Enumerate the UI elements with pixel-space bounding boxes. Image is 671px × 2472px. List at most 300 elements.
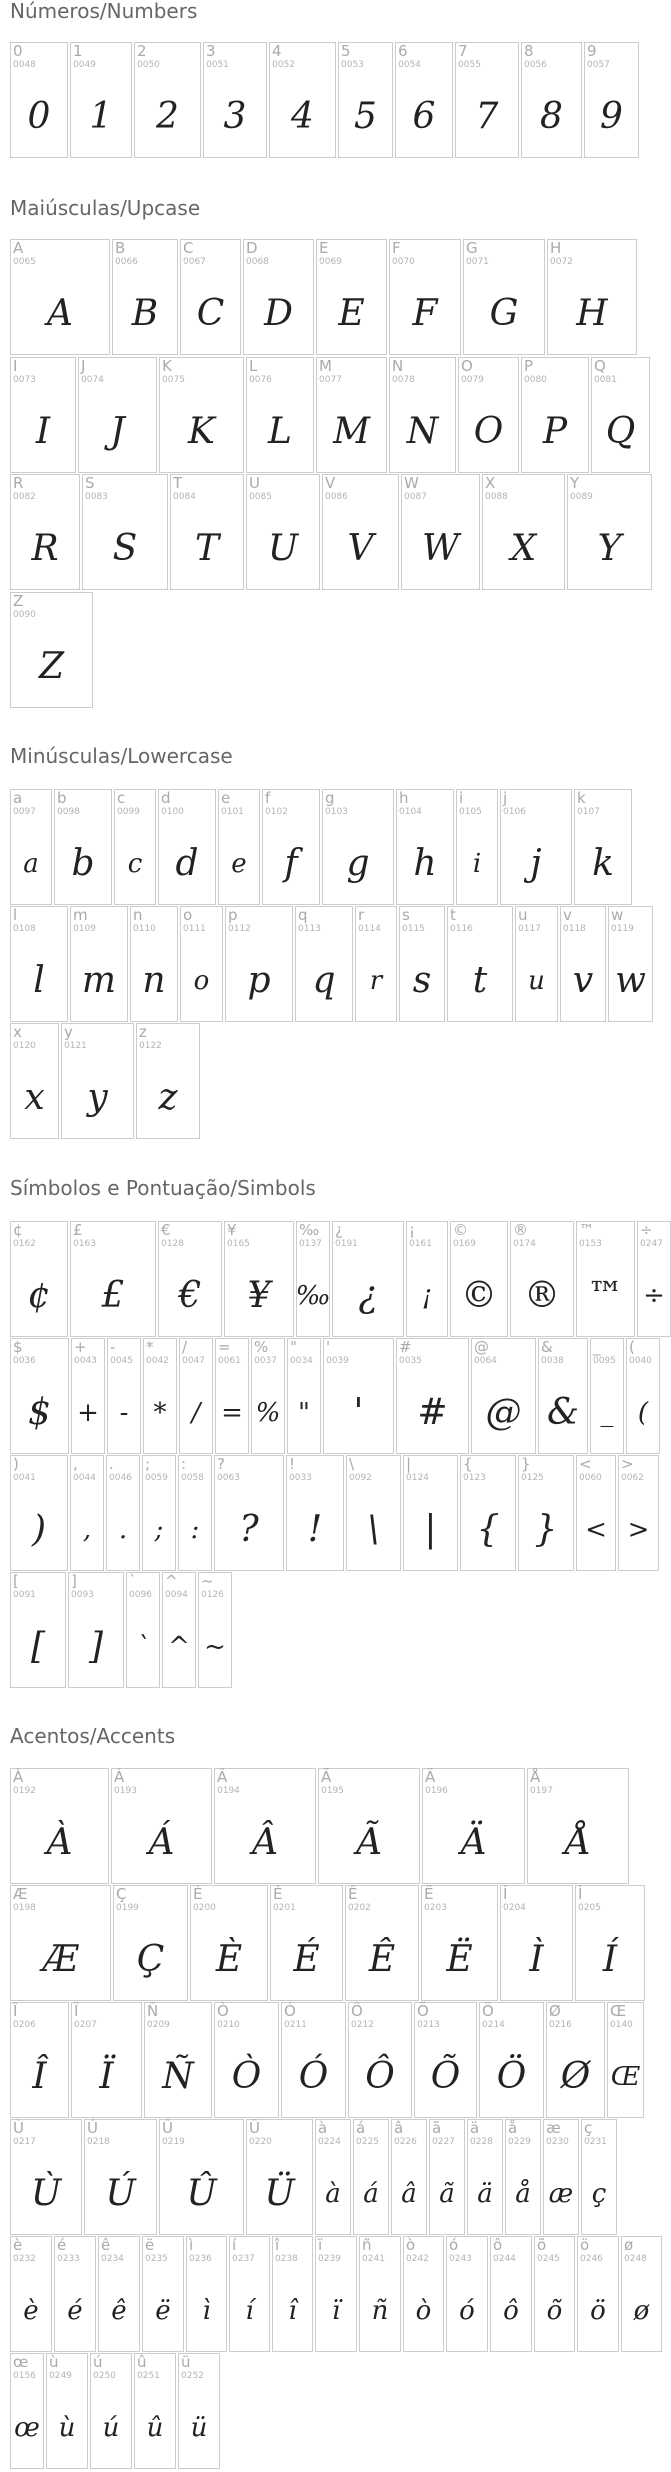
glyph-cell-0232	[10, 2236, 52, 2352]
glyph-sample: /	[191, 1398, 201, 1428]
glyph-code: 0191	[335, 1239, 358, 1249]
glyph-cell-0196	[422, 1768, 525, 1884]
glyph-sample: Ë	[446, 1939, 473, 1980]
glyph-sample: A	[47, 293, 73, 334]
glyph-cell-0038	[538, 1338, 588, 1454]
glyph-cell-0049	[70, 42, 132, 158]
glyph-cell-0205	[575, 1885, 645, 2001]
glyph-code: 0043	[74, 1356, 97, 1366]
glyph-cell-0056	[521, 42, 582, 158]
glyph-cell-0227	[429, 2119, 465, 2235]
glyph-sample: à	[325, 2179, 341, 2209]
glyph-sample: ¥	[247, 1275, 271, 1316]
glyph-cell-0041	[10, 1455, 68, 1571]
glyph-code: 0230	[546, 2137, 569, 2147]
glyph-cell-0153	[576, 1221, 635, 1337]
glyph-sample: }	[534, 1509, 558, 1550]
glyph-cell-0204	[500, 1885, 573, 2001]
glyph-label: e	[221, 789, 231, 807]
glyph-cell-0107	[574, 789, 632, 905]
glyph-label: ë	[145, 2236, 155, 2254]
glyph-label: 3	[206, 42, 216, 60]
glyph-code: 0081	[594, 375, 617, 385]
glyph-sample: *	[153, 1398, 167, 1428]
glyph-code: 0165	[227, 1239, 250, 1249]
glyph-code: 0090	[13, 610, 36, 620]
glyph-sample: R	[31, 528, 59, 569]
glyph-label: :	[181, 1455, 187, 1473]
glyph-label: *	[146, 1338, 154, 1356]
glyph-sample: ÷	[643, 1281, 665, 1311]
glyph-sample: Â	[252, 1822, 278, 1863]
glyph-code: 0204	[503, 1903, 526, 1913]
glyph-code: 0211	[284, 2020, 307, 2030]
section-title: Símbolos e Pontuação/Simbols	[10, 1176, 316, 1200]
glyph-code: 0106	[503, 807, 526, 817]
glyph-label: à	[318, 2119, 328, 2137]
glyph-sample: 2	[156, 96, 179, 137]
glyph-cell-0197	[527, 1768, 629, 1884]
glyph-cell-0069	[316, 239, 387, 355]
glyph-code: 0199	[116, 1903, 139, 1913]
glyph-code: 0202	[348, 1903, 371, 1913]
glyph-code: 0162	[13, 1239, 36, 1249]
glyph-sample: &	[546, 1392, 580, 1433]
glyph-cell-0200	[190, 1885, 268, 2001]
glyph-code: 0201	[273, 1903, 296, 1913]
glyph-label: Î	[13, 2002, 18, 2020]
glyph-sample: Y	[597, 528, 622, 569]
glyph-code: 0033	[289, 1473, 312, 1483]
glyph-label: ;	[145, 1455, 151, 1473]
glyph-sample: 4	[291, 96, 314, 137]
glyph-code: 0114	[358, 924, 381, 934]
glyph-sample: t	[472, 960, 488, 1001]
glyph-sample: <	[585, 1515, 607, 1545]
glyph-label: k	[577, 789, 586, 807]
glyph-code: 0244	[493, 2254, 516, 2264]
glyph-code: 0112	[228, 924, 251, 934]
glyph-label: }	[521, 1455, 531, 1473]
glyph-sample: æ	[548, 2179, 574, 2209]
glyph-code: 0228	[470, 2137, 493, 2147]
glyph-label: È	[193, 1885, 203, 1903]
glyph-label: ï	[318, 2236, 323, 2254]
glyph-cell-0207	[71, 2002, 142, 2118]
glyph-cell-0101	[218, 789, 260, 905]
glyph-code: 0239	[318, 2254, 341, 2264]
glyph-label: @	[474, 1338, 489, 1356]
glyph-code: 0065	[13, 257, 36, 267]
glyph-cell-0198	[10, 1885, 111, 2001]
glyph-cell-0037	[251, 1338, 285, 1454]
glyph-label: ä	[470, 2119, 480, 2137]
glyph-code: 0153	[579, 1239, 602, 1249]
glyph-label: W	[404, 474, 419, 492]
glyph-cell-0047	[179, 1338, 213, 1454]
glyph-code: 0197	[530, 1786, 553, 1796]
glyph-label: ò	[406, 2236, 416, 2254]
glyph-sample: {	[476, 1509, 500, 1550]
glyph-code: 0124	[406, 1473, 429, 1483]
glyph-cell-0219	[159, 2119, 244, 2235]
glyph-cell-0105	[456, 789, 498, 905]
glyph-sample: Á	[148, 1822, 175, 1863]
glyph-label: ¢	[13, 1221, 23, 1239]
glyph-sample: á	[363, 2179, 379, 2209]
glyph-cell-0126	[198, 1572, 232, 1688]
glyph-code: 0198	[13, 1903, 36, 1913]
glyph-label: |	[406, 1455, 412, 1473]
glyph-code: 0054	[398, 60, 421, 70]
glyph-code: 0126	[201, 1590, 224, 1600]
glyph-code: 0231	[584, 2137, 607, 2147]
glyph-sample: ö	[590, 2296, 606, 2326]
glyph-sample: "	[298, 1398, 310, 1428]
glyph-cell-0071	[463, 239, 545, 355]
glyph-code: 0109	[73, 924, 96, 934]
glyph-code: 0249	[49, 2371, 72, 2381]
glyph-sample: ©	[461, 1275, 497, 1316]
glyph-sample: ¡	[421, 1281, 433, 1311]
glyph-label: Ø	[549, 2002, 561, 2020]
glyph-label: &	[541, 1338, 553, 1356]
glyph-label: !	[289, 1455, 296, 1473]
glyph-sample: é	[67, 2296, 83, 2326]
glyph-code: 0123	[463, 1473, 486, 1483]
glyph-code: 0040	[629, 1356, 652, 1366]
glyph-label: A	[13, 239, 24, 257]
glyph-sample: Å	[565, 1822, 591, 1863]
glyph-code: 0053	[341, 60, 364, 70]
glyph-sample: y	[87, 1077, 108, 1118]
glyph-sample: Œ	[610, 2062, 641, 2092]
glyph-code: 0034	[290, 1356, 313, 1366]
glyph-label: _	[593, 1338, 601, 1356]
glyph-label: t	[450, 906, 456, 924]
glyph-cell-0124	[403, 1455, 458, 1571]
glyph-sample: Ø	[560, 2056, 591, 2097]
glyph-label: j	[503, 789, 508, 807]
glyph-code: 0095	[593, 1356, 616, 1366]
glyph-cell-0123	[460, 1455, 516, 1571]
glyph-cell-0046	[106, 1455, 140, 1571]
glyph-code: 0195	[321, 1786, 344, 1796]
glyph-code: 0117	[518, 924, 541, 934]
glyph-sample: ë	[155, 2296, 171, 2326]
glyph-cell-0092	[346, 1455, 401, 1571]
glyph-cell-0095	[590, 1338, 624, 1454]
glyph-code: 0241	[362, 2254, 385, 2264]
glyph-label: 6	[398, 42, 408, 60]
glyph-sample: Í	[602, 1939, 618, 1980]
glyph-sample: ,	[82, 1515, 92, 1545]
glyph-sample: ;	[154, 1515, 164, 1545]
glyph-cell-0096	[126, 1572, 160, 1688]
glyph-code: 0072	[550, 257, 573, 267]
glyph-cell-0044	[70, 1455, 104, 1571]
glyph-code: 0234	[101, 2254, 124, 2264]
glyph-cell-0060	[576, 1455, 616, 1571]
glyph-code: 0121	[64, 1041, 87, 1051]
glyph-code: 0218	[87, 2137, 110, 2147]
glyph-cell-0230	[543, 2119, 579, 2235]
glyph-sample: a	[23, 849, 39, 879]
glyph-cell-0251	[134, 2353, 176, 2469]
glyph-label: G	[466, 239, 478, 257]
glyph-label: i	[459, 789, 464, 807]
glyph-label: ™	[579, 1221, 594, 1239]
glyph-cell-0111	[180, 906, 223, 1022]
glyph-code: 0105	[459, 807, 482, 817]
glyph-label: E	[319, 239, 329, 257]
glyph-label: Æ	[13, 1885, 28, 1903]
glyph-code: 0125	[521, 1473, 544, 1483]
glyph-cell-0034	[287, 1338, 321, 1454]
glyph-sample: ü	[190, 2413, 208, 2443]
glyph-sample: o	[193, 966, 210, 996]
glyph-label: T	[173, 474, 183, 492]
glyph-cell-0110	[130, 906, 178, 1022]
glyph-code: 0243	[449, 2254, 472, 2264]
glyph-cell-0051	[203, 42, 267, 158]
section-title: Números/Numbers	[10, 0, 198, 23]
glyph-code: 0203	[424, 1903, 447, 1913]
glyph-code: 0220	[249, 2137, 272, 2147]
glyph-sample: G	[489, 293, 519, 334]
glyph-label: ]	[71, 1572, 77, 1590]
glyph-label: œ	[13, 2353, 29, 2371]
glyph-cell-0120	[10, 1023, 59, 1139]
glyph-sample: 0	[27, 96, 51, 137]
glyph-sample: 5	[354, 96, 377, 137]
glyph-cell-0199	[113, 1885, 188, 2001]
glyph-label: £	[73, 1221, 83, 1239]
glyph-label: Å	[530, 1768, 541, 1786]
glyph-sample: m	[81, 960, 117, 1001]
glyph-sample: (	[637, 1398, 649, 1428]
glyph-cell-0076	[246, 357, 314, 473]
glyph-sample: _	[600, 1398, 614, 1428]
glyph-code: 0044	[73, 1473, 96, 1483]
glyph-sample: Z	[38, 646, 64, 687]
glyph-label: Ù	[13, 2119, 24, 2137]
glyph-code: 0042	[146, 1356, 169, 1366]
glyph-cell-0062	[618, 1455, 659, 1571]
glyph-sample: B	[131, 293, 159, 334]
glyph-cell-0245	[534, 2236, 575, 2352]
glyph-cell-0043	[71, 1338, 105, 1454]
glyph-label: ü	[181, 2353, 191, 2371]
glyph-label: B	[115, 239, 126, 257]
glyph-sample: r	[369, 966, 383, 996]
glyph-label: ^	[165, 1572, 178, 1590]
glyph-code: 0224	[318, 2137, 341, 2147]
glyph-sample: å	[515, 2179, 531, 2209]
glyph-code: 0236	[189, 2254, 212, 2264]
glyph-label: 5	[341, 42, 351, 60]
glyph-cell-0211	[281, 2002, 346, 2118]
glyph-code: 0248	[624, 2254, 647, 2264]
glyph-cell-0082	[10, 474, 80, 590]
glyph-code: 0092	[349, 1473, 372, 1483]
glyph-sample: k	[592, 843, 614, 884]
glyph-code: 0089	[570, 492, 593, 502]
glyph-cell-0077	[316, 357, 387, 473]
glyph-sample: Ã	[356, 1822, 382, 1863]
glyph-code: 0103	[325, 807, 348, 817]
glyph-sample: g	[346, 843, 370, 884]
glyph-label: 2	[137, 42, 147, 60]
glyph-cell-0213	[414, 2002, 477, 2118]
glyph-label: Ç	[116, 1885, 127, 1903]
glyph-code: 0209	[147, 2020, 170, 2030]
glyph-label: ñ	[362, 2236, 372, 2254]
glyph-cell-0191	[332, 1221, 404, 1337]
glyph-code: 0118	[563, 924, 586, 934]
glyph-label: "	[290, 1338, 297, 1356]
glyph-cell-0091	[10, 1572, 66, 1688]
glyph-label: Ò	[217, 2002, 229, 2020]
glyph-code: 0242	[406, 2254, 429, 2264]
glyph-code: 0108	[13, 924, 36, 934]
glyph-label: ~	[201, 1572, 214, 1590]
glyph-cell-0169	[450, 1221, 508, 1337]
glyph-cell-0097	[10, 789, 52, 905]
glyph-sample: L	[268, 411, 292, 452]
glyph-code: 0169	[453, 1239, 476, 1249]
glyph-code: 0050	[137, 60, 160, 70]
glyph-label: S	[85, 474, 95, 492]
glyph-cell-0231	[581, 2119, 617, 2235]
glyph-sample: Ï	[99, 2056, 114, 2097]
glyph-sample: Û	[186, 2173, 217, 2214]
glyph-code: 0250	[93, 2371, 116, 2381]
glyph-code: 0156	[13, 2371, 36, 2381]
glyph-cell-0194	[214, 1768, 316, 1884]
glyph-code: 0091	[13, 1590, 36, 1600]
glyph-label: À	[13, 1768, 24, 1786]
glyph-code: 0100	[161, 807, 184, 817]
glyph-cell-0115	[399, 906, 445, 1022]
glyph-cell-0228	[467, 2119, 503, 2235]
glyph-code: 0104	[399, 807, 422, 817]
glyph-cell-0057	[584, 42, 639, 158]
glyph-label: H	[550, 239, 562, 257]
glyph-code: 0210	[217, 2020, 240, 2030]
glyph-code: 0110	[133, 924, 156, 934]
glyph-code: 0237	[232, 2254, 255, 2264]
glyph-label: Ú	[87, 2119, 98, 2137]
glyph-label: =	[218, 1338, 231, 1356]
glyph-sample: -	[119, 1398, 129, 1428]
glyph-code: 0080	[524, 375, 547, 385]
glyph-label: ó	[449, 2236, 459, 2254]
glyph-cell-0238	[272, 2236, 313, 2352]
glyph-code: 0227	[432, 2137, 455, 2147]
glyph-label: D	[246, 239, 258, 257]
glyph-label: C	[183, 239, 194, 257]
glyph-cell-0214	[479, 2002, 544, 2118]
glyph-code: 0069	[319, 257, 342, 267]
glyph-label: ê	[101, 2236, 111, 2254]
glyph-code: 0194	[217, 1786, 240, 1796]
glyph-sample: V	[347, 528, 374, 569]
glyph-label: m	[73, 906, 88, 924]
glyph-sample: Ì	[529, 1939, 544, 1980]
glyph-label: g	[325, 789, 335, 807]
glyph-label: Z	[13, 592, 24, 610]
glyph-cell-0243	[446, 2236, 488, 2352]
glyph-label: p	[228, 906, 238, 924]
glyph-sample: ï	[331, 2296, 341, 2326]
glyph-label: ø	[624, 2236, 634, 2254]
glyph-label: L	[249, 357, 258, 375]
glyph-label: #	[399, 1338, 412, 1356]
glyph-label: æ	[546, 2119, 561, 2137]
glyph-cell-0039	[323, 1338, 394, 1454]
glyph-cell-0098	[54, 789, 112, 905]
glyph-cell-0174	[510, 1221, 574, 1337]
glyph-label: R	[13, 474, 24, 492]
section-title: Maiúsculas/Upcase	[10, 196, 201, 220]
glyph-cell-0249	[46, 2353, 88, 2469]
glyph-label: Û	[162, 2119, 173, 2137]
glyph-label: Œ	[610, 2002, 627, 2020]
glyph-sample: 1	[89, 96, 113, 137]
glyph-cell-0084	[170, 474, 244, 590]
glyph-label: K	[162, 357, 172, 375]
glyph-cell-0066	[112, 239, 178, 355]
glyph-sample: e	[231, 849, 247, 879]
glyph-cell-0236	[186, 2236, 227, 2352]
glyph-label: è	[13, 2236, 23, 2254]
glyph-cell-0033	[286, 1455, 344, 1571]
glyph-label: Ü	[249, 2119, 260, 2137]
glyph-label: Ñ	[147, 2002, 159, 2020]
glyph-cell-0247	[637, 1221, 671, 1337]
glyph-cell-0102	[262, 789, 320, 905]
glyph-cell-0079	[458, 357, 519, 473]
glyph-sample: ê	[111, 2296, 127, 2326]
glyph-label: Q	[594, 357, 606, 375]
glyph-cell-0072	[547, 239, 637, 355]
glyph-label: \	[349, 1455, 355, 1473]
glyph-cell-0156	[10, 2353, 44, 2469]
glyph-label: >	[621, 1455, 634, 1473]
glyph-label: Á	[114, 1768, 125, 1786]
glyph-cell-0218	[84, 2119, 157, 2235]
glyph-code: 0041	[13, 1473, 36, 1483]
glyph-cell-0089	[567, 474, 652, 590]
glyph-code: 0251	[137, 2371, 160, 2381]
glyph-cell-0100	[158, 789, 216, 905]
glyph-label: â	[394, 2119, 404, 2137]
glyph-code: 0161	[409, 1239, 432, 1249]
glyph-code: 0098	[57, 807, 80, 817]
glyph-label: P	[524, 357, 534, 375]
glyph-label: Ó	[284, 2002, 296, 2020]
glyph-sample: ]	[88, 1626, 104, 1667]
glyph-code: 0071	[466, 257, 489, 267]
glyph-label: o	[183, 906, 193, 924]
glyph-sample: l	[33, 960, 45, 1001]
glyph-sample: Î	[32, 2056, 47, 2097]
glyph-sample: 3	[223, 96, 247, 137]
glyph-cell-0217	[10, 2119, 82, 2235]
glyph-code: 0068	[246, 257, 269, 267]
glyph-cell-0250	[90, 2353, 132, 2469]
